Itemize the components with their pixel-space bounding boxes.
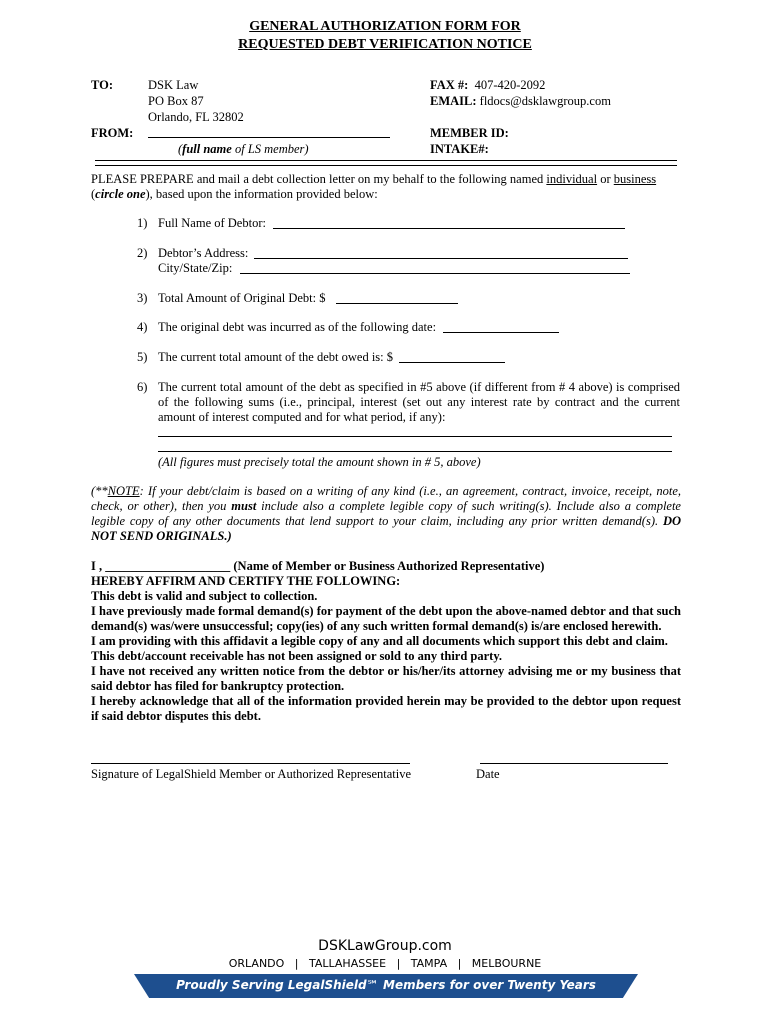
intro-text-1: PLEASE PREPARE and mail a debt collection letter on my behalf to the following named [91, 172, 547, 186]
debtor-name-field[interactable] [273, 228, 625, 229]
affiant-line [91, 559, 544, 574]
individual-option[interactable]: individual [546, 172, 598, 186]
original-debt-field[interactable] [336, 303, 458, 304]
recipient-address-line2: Orlando, FL 32802 [148, 110, 244, 124]
signature-field[interactable] [91, 763, 410, 764]
signature-label: Signature of LegalShield Member or Authorized Representative [91, 767, 412, 781]
item-1-num: 1) [137, 216, 148, 230]
intro-paragraph: PLEASE PREPARE and mail a debt collection letter on my behalf to the following named individual or business (circle one), based upon the information provided below: [91, 172, 657, 201]
debtor-address-field[interactable] [254, 258, 628, 259]
note-text-2: include also a complete legible copy of such writing(s). Include also a complete legible copy of any other documents that lend support to your claim, including any prior written demand(s). [91, 499, 681, 528]
item-2-num: 2) [137, 246, 148, 260]
form-title-line1: GENERAL AUTHORIZATION FORM FOR [249, 19, 521, 34]
note-do-not-send: DO NOT SEND ORIGINALS.) [91, 514, 681, 543]
item-6-note: (All figures must precisely total the amount shown in # 5, above) [158, 455, 481, 469]
breakdown-field-1[interactable] [158, 436, 672, 437]
footer-website: DSKLawGroup.com [318, 938, 452, 954]
date-field[interactable] [480, 763, 668, 764]
member-id-label: MEMBER ID: [430, 126, 509, 140]
business-option[interactable]: business [613, 172, 657, 186]
email-row [430, 94, 611, 109]
from-label: FROM: [91, 126, 134, 140]
item-5-label: The current total amount of the debt owed is: $ [158, 350, 394, 364]
email-address: fldocs@dsklawgroup.com [479, 94, 611, 108]
affirm-statement: I have not received any written notice from the debtor or his/her/its attorney advising me or my business that said debtor has filed for bankruptcy protection. [91, 664, 681, 693]
fax-label: FAX #: [430, 78, 469, 92]
email-label: EMAIL: [430, 94, 477, 108]
affirm-heading: HEREBY AFFIRM AND CERTIFY THE FOLLOWING: [91, 574, 401, 588]
date-label: Date [476, 767, 500, 781]
item-3-num: 3) [137, 291, 148, 305]
item-6-label: The current total amount of the debt as specified in #5 above (if different from # 4 above) is comprised of the following sums (i.e., principal, interest (set out any interest rate by contract and the current amount of interest computed and for what period, if any): [158, 380, 680, 424]
from-caption-bold: full name [182, 142, 232, 156]
note-prefix: (** [91, 484, 108, 498]
affirm-statement: This debt is valid and subject to collection. [91, 589, 318, 603]
footer-banner-text: Proudly Serving LegalShield℠ Members for over Twenty Years [176, 978, 596, 992]
recipient-address-line1: PO Box 87 [148, 94, 204, 108]
circle-one: circle one [95, 187, 146, 201]
note-must: must [231, 499, 257, 513]
item-4-num: 4) [137, 320, 148, 334]
item-6-num: 6) [137, 380, 148, 394]
from-caption-rest: of LS member [231, 142, 305, 156]
note-text-1: : If your debt/claim is based on a writing of any kind (i.e., an agreement, contract, invoice, receipt, note, check, or other), then you [91, 484, 681, 513]
fax-number: 407-420-2092 [474, 78, 546, 92]
to-label: TO: [91, 78, 113, 92]
affirm-statement: I have previously made formal demand(s) for payment of the debt upon the above-named debtor and that such demand(s) was/were unsuccessful; copy(ies) of any such written formal demand(s) is/are enclosed herewith. [91, 604, 681, 633]
debt-date-field[interactable] [443, 332, 559, 333]
item-1-label: Full Name of Debtor: [158, 216, 266, 230]
item-2-label: Debtor’s Address: [158, 246, 249, 260]
affirm-statements [91, 589, 681, 724]
footer-offices: ORLANDO | TALLAHASSEE | TAMPA | MELBOURNE [228, 957, 542, 970]
affirm-statement: I am providing with this affidavit a legible copy of any and all documents which support this debt and claim. [91, 634, 668, 648]
item-3-label: Total Amount of Original Debt: $ [158, 291, 326, 305]
city-state-zip-field[interactable] [240, 273, 630, 274]
intro-text-2: ), based upon the information provided below: [145, 187, 378, 201]
item-4-label: The original debt was incurred as of the following date: [158, 320, 437, 334]
affiant-name-field[interactable]: ____________________ [105, 559, 231, 573]
item-5-num: 5) [137, 350, 148, 364]
from-caption: (full name of LS member) [178, 142, 309, 156]
breakdown-field-2[interactable] [158, 451, 672, 452]
current-debt-field[interactable] [399, 362, 505, 363]
item-2-sub-label: City/State/Zip: [158, 261, 233, 275]
from-name-field[interactable] [148, 137, 390, 138]
affirm-statement: This debt/account receivable has not been assigned or sold to any third party. [91, 649, 503, 663]
note-paragraph [91, 484, 681, 544]
fax-row [430, 78, 545, 93]
affiant-suffix: (Name of Member or Business Authorized Representative) [230, 559, 545, 573]
form-title-line2: REQUESTED DEBT VERIFICATION NOTICE [238, 37, 532, 52]
note-label: NOTE [107, 484, 140, 498]
recipient-name: DSK Law [148, 78, 199, 92]
intake-label: INTAKE#: [430, 142, 489, 156]
double-separator [95, 160, 677, 166]
affirm-statement: I hereby acknowledge that all of the information provided herein may be provided to the debtor upon request if said debtor disputes this debt. [91, 694, 681, 723]
intro-or: or [597, 172, 614, 186]
affiant-prefix: I , [91, 559, 106, 573]
